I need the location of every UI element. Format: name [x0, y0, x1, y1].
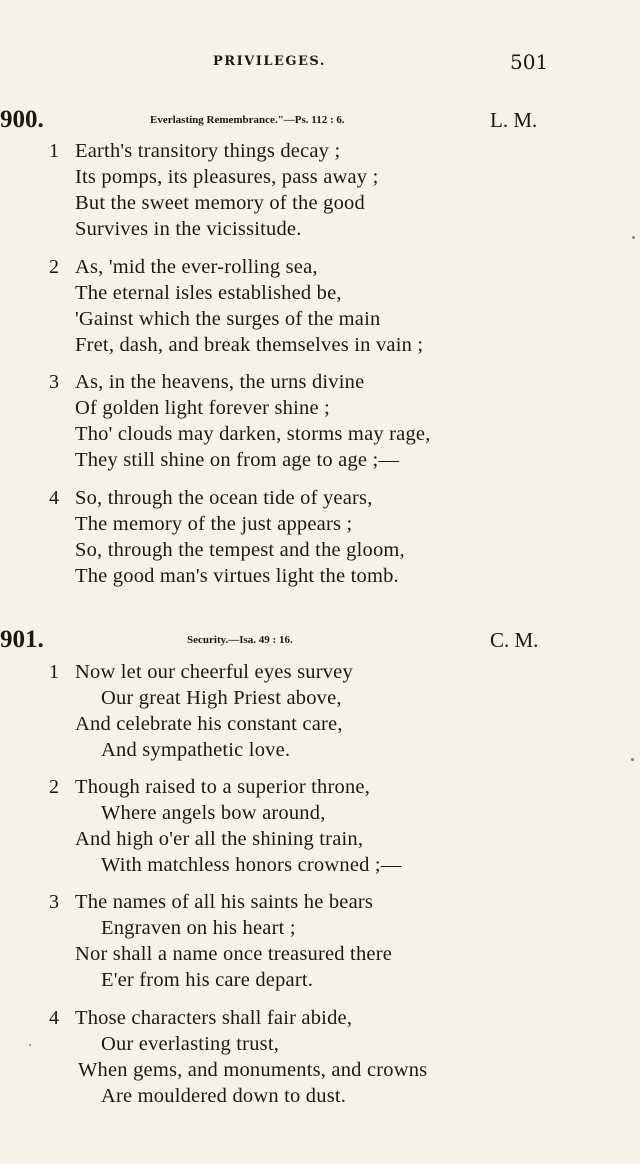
hymn-number: 900. [0, 106, 44, 133]
verse-line: E'er from his care depart. [101, 969, 314, 991]
verse-number: 2 [49, 776, 59, 798]
verse-number: 4 [49, 487, 59, 509]
verse-line: Its pomps, its pleasures, pass away ; [75, 166, 379, 188]
hymn-meter: C. M. [490, 628, 539, 652]
verse-line: Earth's transitory things decay ; [75, 140, 341, 162]
verse-line: Engraven on his heart ; [101, 917, 296, 939]
verse-line: Our everlasting trust, [101, 1033, 280, 1055]
verse-line: Now let our cheerful eyes survey [75, 661, 353, 683]
verse-line: The good man's virtues light the tomb. [75, 565, 399, 587]
verse-line: 'Gainst which the surges of the main [75, 308, 381, 330]
paper-speck [29, 1044, 31, 1046]
verse-line: And celebrate his constant care, [75, 713, 343, 735]
verse-line: When gems, and monuments, and crowns [78, 1059, 428, 1081]
verse-line: As, in the heavens, the urns divine [75, 371, 365, 393]
paper-speck [631, 758, 634, 761]
verse-line: But the sweet memory of the good [75, 192, 365, 214]
verse-line: They still shine on from age to age ;— [75, 449, 400, 471]
hymn-number: 901. [0, 626, 44, 653]
hymn-900-header [0, 106, 640, 136]
verse-number: 4 [49, 1007, 59, 1029]
verse-line: And high o'er all the shining train, [75, 828, 364, 850]
verse-number: 2 [49, 256, 59, 278]
hymn-title: Security.—Isa. 49 : 16. [187, 634, 293, 646]
verse-line: Our great High Priest above, [101, 687, 342, 709]
hymn-title: Everlasting Remembrance."—Ps. 112 : 6. [150, 114, 345, 126]
verse-line: The memory of the just appears ; [75, 513, 353, 535]
section-title: PRIVILEGES. [213, 54, 326, 69]
paper-speck [632, 236, 635, 239]
verse-line: So, through the ocean tide of years, [75, 487, 373, 509]
verse-number: 1 [49, 661, 59, 683]
hymn-meter: L. M. [490, 108, 538, 132]
verse-line: The names of all his saints he bears [75, 891, 374, 913]
verse-line: Are mouldered down to dust. [101, 1085, 347, 1107]
verse-line: Nor shall a name once treasured there [75, 943, 393, 965]
verse-line: Survives in the vicissitude. [75, 218, 302, 240]
verse-line: With matchless honors crowned ;— [101, 854, 402, 876]
verse-number: 3 [49, 371, 59, 393]
hymn-901-header [0, 626, 640, 656]
verse-line: Of golden light forever shine ; [75, 397, 330, 419]
verse-line: Where angels bow around, [101, 802, 326, 824]
page-number: 501 [510, 50, 549, 74]
verse-number: 1 [49, 140, 59, 162]
verse-line: So, through the tempest and the gloom, [75, 539, 405, 561]
verse-line: Fret, dash, and break themselves in vain ; [75, 334, 424, 356]
verse-number: 3 [49, 891, 59, 913]
verse-line: Those characters shall fair abide, [75, 1007, 353, 1029]
running-head [0, 50, 640, 74]
verse-line: The eternal isles established be, [75, 282, 342, 304]
verse-line: And sympathetic love. [101, 739, 291, 761]
verse-line: Tho' clouds may darken, storms may rage, [75, 423, 431, 445]
verse-line: As, 'mid the ever-rolling sea, [75, 256, 318, 278]
verse-line: Though raised to a superior throne, [75, 776, 371, 798]
